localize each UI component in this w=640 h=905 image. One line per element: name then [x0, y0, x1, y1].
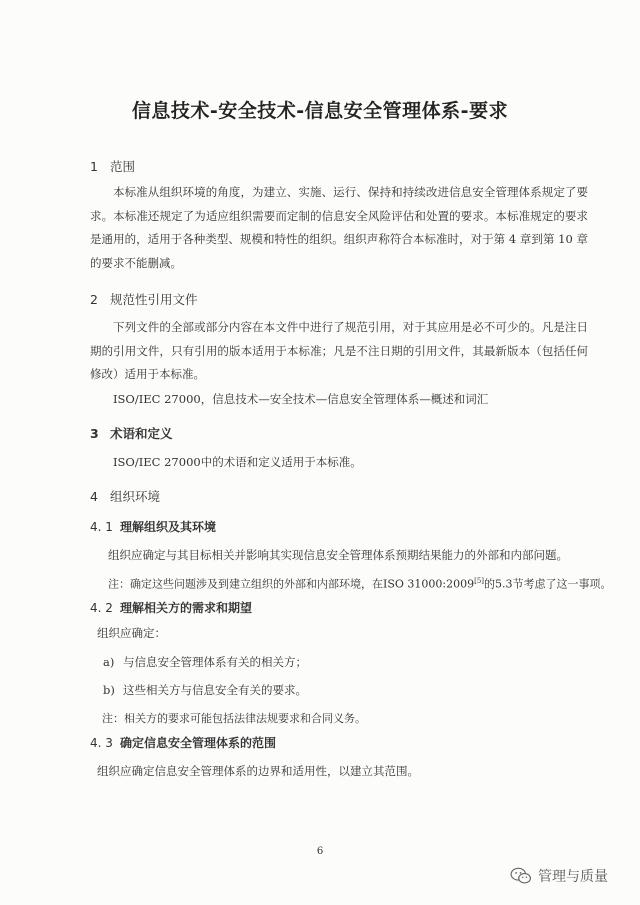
- section-1-paragraph: 本标准从组织环境的角度，为建立、实施、运行、保持和持续改进信息安全管理体系规定了要求。本标准还规定了为适应组织需要而定制的信息安全风险评估和处置的要求。本标准规定的要求是通用的，适用于各种类型、规模和特性的组织。组织声称符合本标准时，对于第 4 章到第 10 章的要求不能删减。: [90, 185, 588, 270]
- subsection-4-2-heading: [90, 599, 252, 616]
- document-title: 信息技术-安全技术-信息安全管理体系-要求: [131, 100, 509, 122]
- list-item-text: 这些相关方与信息安全有关的要求。: [123, 683, 307, 697]
- normative-reference: ISO/IEC 27000，信息技术—安全技术—信息安全管理体系—概述和词汇: [113, 392, 489, 406]
- section-1-heading: [90, 157, 135, 175]
- subsection-number: 4. 3: [90, 736, 113, 750]
- section-number: 4: [90, 489, 98, 504]
- list-item-a: [103, 651, 307, 675]
- subsection-4-2-intro: 组织应确定：: [97, 626, 166, 640]
- section-number: 3: [90, 426, 99, 441]
- subsection-number: 4. 1: [90, 520, 113, 534]
- subsection-4-2-note: 注：相关方的要求可能包括法律法规要求和合同义务。: [102, 712, 366, 725]
- watermark-text: 管理与质量: [538, 869, 608, 885]
- section-2-paragraph: 下列文件的全部或部分内容在本文件中进行了规范引用，对于其应用是必不可少的。凡是注日期的引用文件，只有引用的版本适用于本标准；凡是不注日期的引用文件，其最新版本（包括任何修改）适用于本标准。: [90, 320, 588, 381]
- section-4-heading: [90, 487, 160, 505]
- section-number: 2: [90, 292, 98, 307]
- subsection-title: 理解相关方的需求和期望: [120, 601, 253, 615]
- section-title: 组织环境: [110, 489, 161, 504]
- section-title: 范围: [110, 159, 136, 174]
- note-text: 注：确定这些问题涉及到建立组织的外部和内部环境，在ISO 31000:2009: [108, 577, 475, 591]
- section-2-heading: [90, 290, 198, 308]
- subsection-4-1-heading: [90, 518, 216, 535]
- watermark: [510, 866, 608, 886]
- subsection-4-1-note: [108, 572, 612, 594]
- citation-marker: [5]: [474, 577, 485, 585]
- section-3-paragraph: ISO/IEC 27000中的术语和定义适用于本标准。: [113, 455, 362, 469]
- page-number: 6: [316, 846, 324, 857]
- subsection-4-3-heading: [90, 734, 276, 751]
- list-marker: b): [103, 683, 115, 697]
- section-3-heading: [90, 424, 173, 442]
- subsection-title: 理解组织及其环境: [120, 520, 217, 534]
- section-title: 术语和定义: [110, 426, 173, 441]
- list-item-text: 与信息安全管理体系有关的相关方；: [123, 655, 307, 669]
- wechat-icon: [510, 867, 532, 885]
- subsection-4-3-paragraph: 组织应确定信息安全管理体系的边界和适用性，以建立其范围。: [97, 764, 419, 778]
- list-marker: a): [103, 655, 115, 669]
- subsection-title: 确定信息安全管理体系的范围: [120, 736, 277, 750]
- subsection-number: 4. 2: [90, 601, 113, 615]
- list-item-b: [103, 679, 307, 703]
- section-number: 1: [90, 159, 98, 174]
- note-text-end: 的5.3节考虑了这一事项。: [484, 577, 612, 591]
- section-title: 规范性引用文件: [110, 292, 198, 307]
- subsection-4-1-paragraph: 组织应确定与其目标相关并影响其实现信息安全管理体系预期结果能力的外部和内部问题。: [108, 548, 568, 562]
